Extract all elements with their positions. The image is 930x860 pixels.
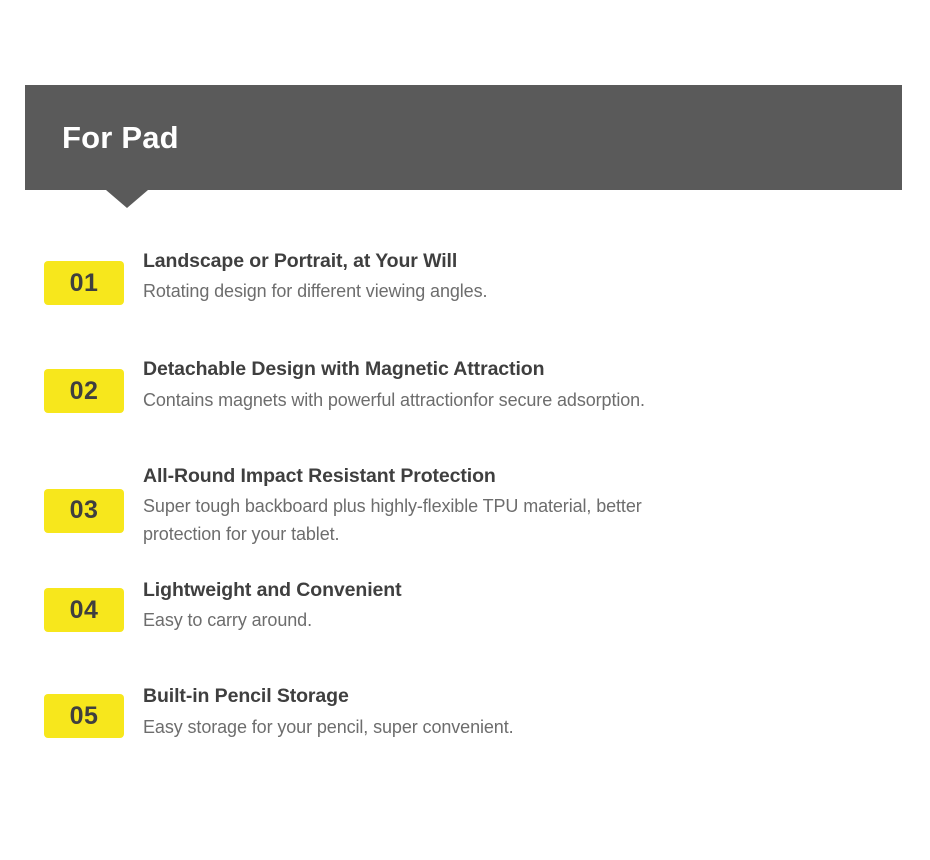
feature-description: Rotating design for different viewing angles. [143,281,488,302]
feature-text-group [143,576,401,634]
feature-title: Landscape or Portrait, at Your Will [143,250,458,272]
list-item [0,682,930,740]
feature-description: Contains magnets with powerful attractionfor secure adsorption. [143,389,645,410]
feature-description: Super tough backboard plus highly-flexible TPU material, better protection for your tablet. [143,495,642,545]
feature-title: Detachable Design with Magnetic Attraction [143,358,545,381]
list-item [0,247,930,305]
feature-number-badge: 05 [44,694,124,738]
list-item [0,462,930,548]
feature-title: All-Round Impact Resistant Protection [143,464,496,487]
feature-text-group [143,355,645,413]
feature-number-badge: 02 [44,369,124,413]
list-item [0,355,930,413]
feature-text-group [143,462,703,548]
page-title: For Pad [62,120,179,155]
feature-title: Lightweight and Convenient [143,579,402,602]
feature-number-badge: 03 [44,489,124,533]
feature-description: Easy storage for your pencil, super convenient. [143,716,514,737]
feature-description: Easy to carry around. [143,610,312,631]
header-banner [25,85,902,190]
feature-number-badge: 01 [44,261,124,305]
list-item [0,576,930,634]
banner-notch-triangle [106,190,148,208]
banner-bar [25,85,902,190]
feature-number-badge: 04 [44,588,124,632]
feature-text-group [143,247,487,305]
feature-title: Built-in Pencil Storage [143,685,349,708]
feature-list [0,247,930,741]
feature-text-group [143,682,514,740]
